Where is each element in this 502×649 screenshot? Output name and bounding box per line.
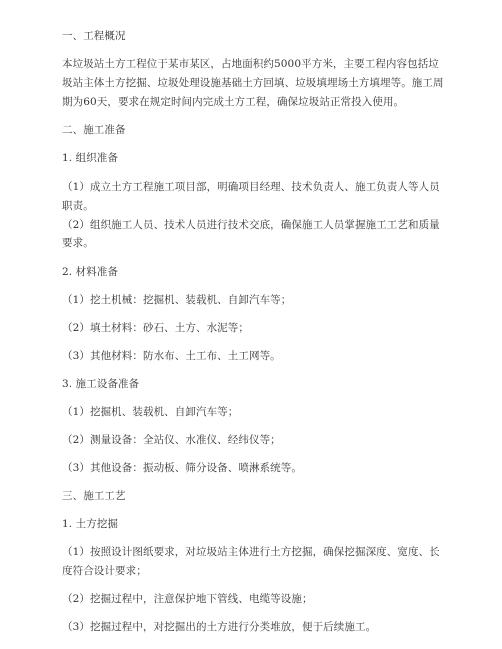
- section-heading-overview: 一、工程概况: [62, 30, 126, 42]
- list-item: （1）成立土方工程施工项目部，明确项目经理、技术负责人、施工负责人等人员: [62, 181, 440, 193]
- list-item: （2）挖掘过程中，注意保护地下管线、电缆等设施；: [62, 593, 313, 605]
- list-item: （3）其他设备：振动板、筛分设备、喷淋系统等。: [62, 462, 302, 474]
- list-item-cont: 要求。: [62, 237, 94, 249]
- section-heading-process: 三、施工工艺: [62, 490, 126, 502]
- paragraph-line: 本垃圾站土方工程位于某市某区，占地面积约5000平方米，主要工程内容包括垃: [62, 58, 439, 70]
- subsection-title: 1. 组织准备: [62, 152, 119, 164]
- list-item-cont: 度符合设计要求；: [62, 565, 147, 577]
- list-item: （1）按照设计图纸要求，对垃圾站主体进行土方挖掘，确保挖掘深度、宽度、长: [62, 546, 440, 558]
- list-item: （2）组织施工人员、技术人员进行技术交底，确保施工人员掌握施工工艺和质量: [62, 219, 440, 231]
- section-heading-preparation: 二、施工准备: [62, 124, 126, 136]
- list-item: （1）挖掘机、装载机、自卸汽车等；: [62, 406, 239, 418]
- paragraph-line: 圾站主体土方挖掘、垃圾处理设施基础土方回填、垃圾填埋场土方填埋等。施工周: [62, 77, 444, 89]
- subsection-title: 2. 材料准备: [62, 266, 119, 278]
- list-item: （2）测量设备：全站仪、水准仪、经纬仪等；: [62, 434, 281, 446]
- list-item: （3）挖掘过程中，对挖掘出的土方进行分类堆放，便于后续施工。: [62, 621, 377, 633]
- list-item: （1）挖土机械：挖掘机、装载机、自卸汽车等；: [62, 294, 292, 306]
- paragraph-line: 期为60天，要求在规定时间内完成土方工程，确保垃圾站正常投入使用。: [62, 96, 405, 108]
- list-item-cont: 职责。: [62, 200, 94, 212]
- list-item: （3）其他材料：防水布、土工布、土工网等。: [62, 350, 281, 362]
- list-item: （2）填土材料：砂石、土方、水泥等；: [62, 322, 249, 334]
- subsection-title: 1. 土方挖掘: [62, 518, 119, 530]
- subsection-title: 3. 施工设备准备: [62, 378, 140, 390]
